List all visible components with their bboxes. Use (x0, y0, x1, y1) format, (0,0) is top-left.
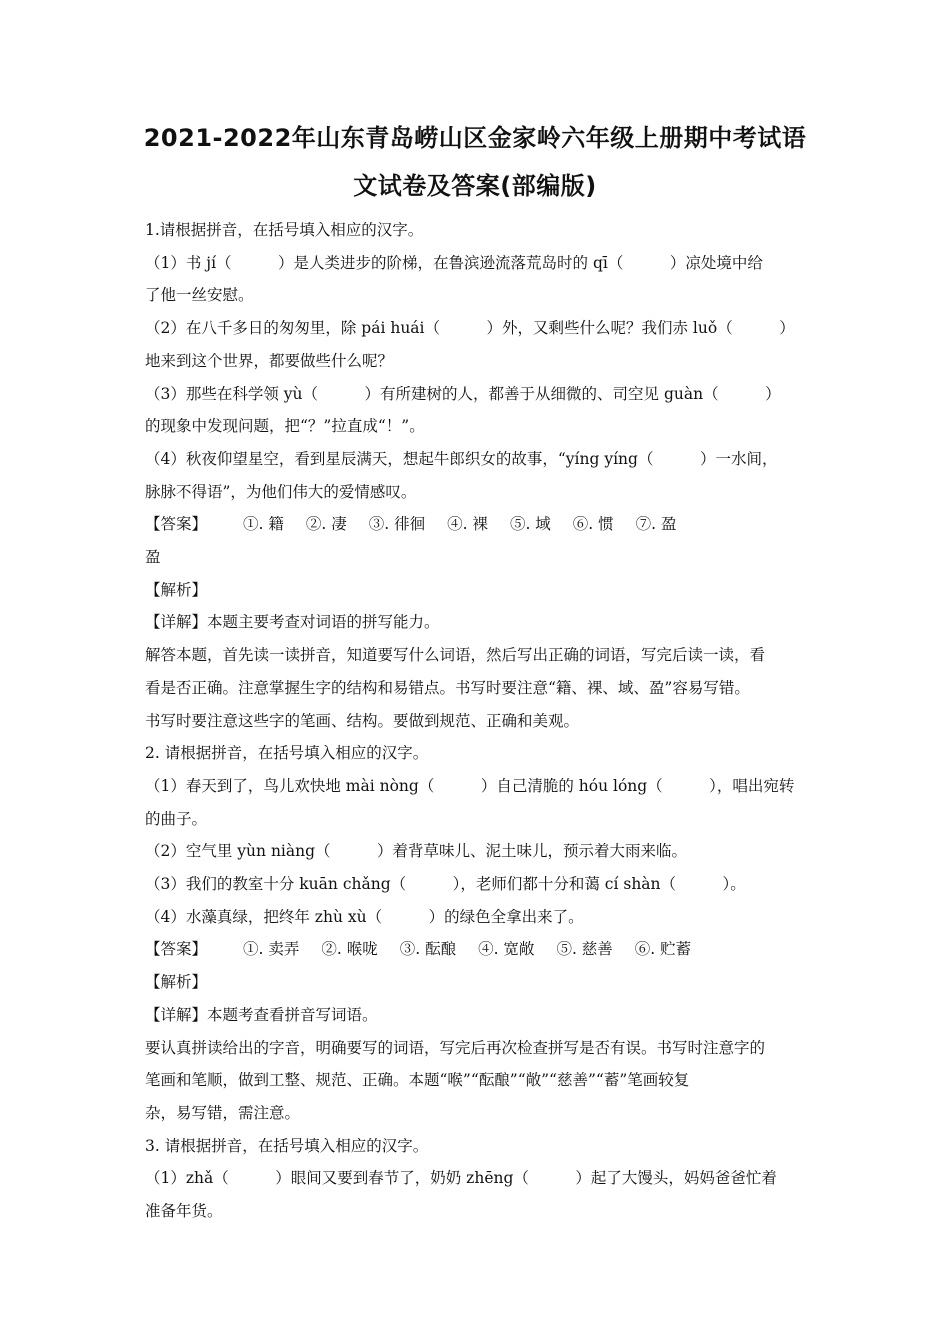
answer-item: ④. 裸 (447, 515, 488, 534)
q1-explanation-2: 看是否正确。注意掌握生字的结构和易错点。书写时要注意“籍、裸、域、盈”容易写错。 (145, 678, 750, 697)
q1-answer-row (145, 508, 835, 541)
answer-item: ③. 徘徊 (368, 515, 426, 534)
answer-item: ⑤. 域 (509, 515, 551, 534)
q2-sentence-4: （4）水藻真绿，把终年 zhù xù（ ）的绿色全拿出来了。 (145, 907, 584, 926)
q1-sentence-3: （3）那些在科学领 yù（ ）有所建树的人，都善于从细微的、司空见 guàn（ ） (145, 384, 781, 403)
q1-sentence-4: （4）秋夜仰望星空，看到星辰满天，想起牛郎织女的故事，“yíng yíng（ ）一水间， (145, 449, 778, 468)
q1-analysis-label: 【解析】 (145, 580, 208, 599)
q2-explanation-1: 要认真拼读给出的字音，明确要写的词语，写完后再次检查拼写是否有误。书写时注意字的 (145, 1038, 766, 1057)
answer-item: ②. 喉咙 (321, 940, 378, 959)
answer-item: ②. 凄 (305, 515, 347, 534)
q2-explanation-2: 笔画和笔顺，做到工整、规范、正确。本题“喉”“酝酿”“敞”“慈善”“蓄”笔画较复 (145, 1071, 690, 1090)
q1-sentence-2-cont: 地来到这个世界，都要做些什么呢？ (145, 351, 394, 370)
q1-sentence-2: （2）在八千多日的匆匆里，除 pái huái（ ）外，又剩些什么呢？我们赤 luǒ（ ） (145, 319, 795, 338)
answer-item: ⑥. 贮蓄 (634, 940, 692, 959)
q2-sentence-2: （2）空气里 yùn niàng（ ）着背草味儿、泥土味儿，预示着大雨来临。 (145, 842, 688, 861)
q1-explanation-1: 解答本题，首先读一读拼音，知道要写什么词语，然后写出正确的词语，写完后读一读，看 (145, 646, 766, 665)
answer-item: ④. 宽敞 (478, 940, 535, 959)
q1-detail: 【详解】本题主要考查对词语的拼写能力。 (145, 613, 440, 632)
answer-label: 【答案】 (145, 940, 208, 959)
q1-stem: 1.请根据拼音，在括号填入相应的汉字。 (145, 221, 424, 239)
document-body (145, 214, 835, 1228)
answer-label: 【答案】 (145, 515, 208, 534)
document-title-line-2: 文试卷及答案(部编版) (353, 172, 597, 200)
q2-sentence-1-cont: 的曲子。 (145, 809, 208, 828)
q2-stem: 2. 请根据拼音，在括号填入相应的汉字。 (145, 744, 429, 763)
q2-answer-row (145, 933, 835, 966)
q1-sentence-4-cont: 脉脉不得语”，为他们伟大的爱情感叹。 (145, 482, 417, 501)
q3-sentence-1: （1）zhǎ（ ）眼间又要到春节了，奶奶 zhēng（ ）起了大馒头，妈妈爸爸忙着 (145, 1169, 777, 1188)
answer-item: ⑦. 盈 (635, 515, 677, 534)
answer-item: ⑥. 惯 (572, 515, 614, 534)
q1-answer-wrap: 盈 (145, 548, 161, 567)
q1-explanation-3: 书写时要注意这些字的笔画、结构。要做到规范、正确和美观。 (145, 711, 580, 730)
document-title-line-1: 2021-2022年山东青岛崂山区金家岭六年级上册期中考试语 (143, 124, 807, 152)
answer-item: ⑤. 慈善 (556, 940, 613, 959)
q2-sentence-1: （1）春天到了，鸟儿欢快地 mài nòng（ ）自己清脆的 hóu lóng（ ），唱出宛转 (145, 776, 795, 795)
q3-stem: 3. 请根据拼音，在括号填入相应的汉字。 (145, 1136, 429, 1155)
q1-sentence-1-cont: 了他一丝安慰。 (145, 286, 254, 305)
answer-item: ③. 酝酿 (399, 940, 457, 959)
q2-sentence-3: （3）我们的教室十分 kuān chǎng（ ），老师们都十分和蔼 cí shàn（ ）。 (145, 875, 746, 894)
q3-sentence-1-cont: 准备年货。 (145, 1202, 223, 1221)
q2-analysis-label: 【解析】 (145, 973, 208, 992)
q1-sentence-1: （1）书 jí（ ）是人类进步的阶梯，在鲁滨逊流落荒岛时的 qī（ ）凉处境中给 (145, 253, 763, 272)
answer-item: ①. 卖弄 (243, 940, 300, 959)
answer-item: ①. 籍 (243, 515, 284, 534)
q1-sentence-3-cont: 的现象中发现问题，把“？”拉直成“！”。 (145, 417, 425, 436)
q2-detail: 【详解】本题考查看拼音写词语。 (145, 1005, 378, 1024)
q2-explanation-3: 杂，易写错，需注意。 (145, 1103, 301, 1122)
